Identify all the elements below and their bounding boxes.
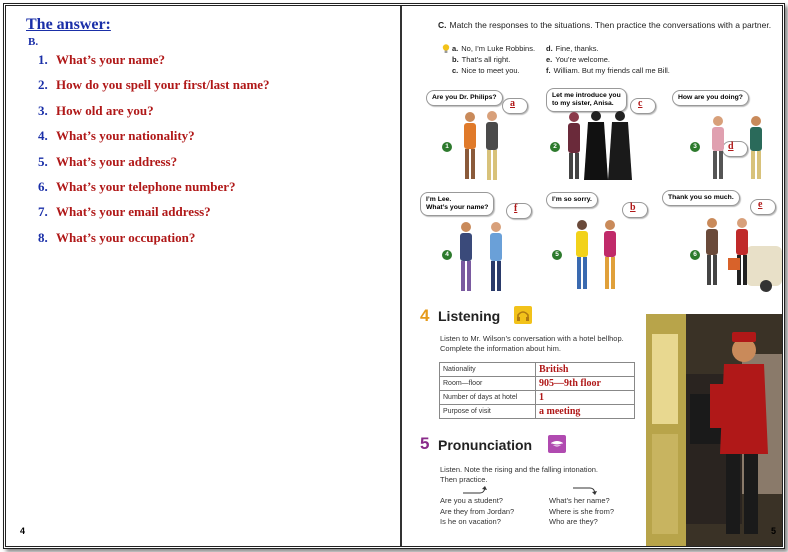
- answer-letter-3: d: [728, 141, 734, 152]
- question-list: [38, 50, 270, 253]
- speech-bubble-6: Thank you so much.: [662, 190, 740, 206]
- response-d: d. Fine, thanks.: [546, 44, 599, 53]
- people-illustration-4: [452, 220, 512, 296]
- pronunciation-title: Pronunciation: [438, 437, 533, 453]
- rising-arrow-icon: [462, 485, 488, 495]
- response-c: c. Nice to meet you.: [452, 66, 520, 75]
- table-row: Nationality British: [440, 363, 635, 377]
- answer-title: The answer:: [26, 16, 111, 33]
- people-illustration-3: [706, 114, 778, 184]
- pronunciation-section-number: 5: [420, 434, 430, 453]
- question-item: 4. What’s your nationality?: [38, 128, 195, 144]
- scene-number-1: 1: [442, 142, 452, 152]
- table-row: Room—floor 905—9th floor: [440, 377, 635, 391]
- response-e: e. You’re welcome.: [546, 55, 611, 64]
- speech-bubble-5: I’m so sorry.: [546, 192, 598, 208]
- answer-letter-4: f: [514, 203, 518, 214]
- answer-section-label: B.: [28, 36, 39, 48]
- question-item: 7. What’s your email address?: [38, 204, 211, 220]
- table-row: Purpose of visit a meeting: [440, 405, 635, 419]
- answer-letter-2: c: [638, 98, 643, 109]
- scene-number-4: 4: [442, 250, 452, 260]
- listening-info-table: [439, 362, 635, 419]
- page-number-right: 5: [771, 526, 777, 536]
- page-number-left: 4: [20, 526, 26, 536]
- page-divider: [400, 6, 402, 546]
- scene-number-5: 5: [552, 250, 562, 260]
- falling-arrow-icon: [572, 485, 598, 495]
- speech-bubble-3: How are you doing?: [672, 90, 749, 106]
- scene-number-2: 2: [550, 142, 560, 152]
- listening-title: Listening: [438, 308, 501, 324]
- rising-intonation-list: Are you a student? Are they from Jordan? Is he on vacation?: [440, 496, 515, 526]
- question-item: 1. What’s your name?: [38, 52, 166, 67]
- question-item: 3. How old are you?: [38, 102, 154, 118]
- speech-bubble-2: Let me introduce you to my sister, Anisa.: [546, 88, 627, 112]
- book-spread: [3, 3, 785, 549]
- headphones-icon: [514, 306, 532, 324]
- question-item: 2. How do you spell your first/last name?: [38, 77, 270, 93]
- falling-intonation-list: What’s her name? Where is she from? Who are they?: [549, 496, 615, 526]
- question-item: 5. What’s your address?: [38, 153, 178, 169]
- people-illustration-5: [566, 218, 636, 294]
- response-f: f. William. But my friends call me Bill.: [546, 66, 670, 75]
- exercise-c-instruction: C. Match the responses to the situations. Then practice the conversations with a partner.: [438, 20, 772, 30]
- listening-instruction: Listen to Mr. Wilson’s conversation with a hotel bellhop. Complete the information about him.: [440, 334, 624, 353]
- speech-bubble-4: I’m Lee. What’s your name?: [420, 192, 494, 216]
- people-illustration-1: [452, 110, 512, 184]
- pronunciation-instruction: Listen. Note the rising and the falling intonation. Then practice.: [440, 465, 599, 484]
- response-a: a. No, I’m Luke Robbins.: [452, 44, 536, 53]
- answer-letter-5: b: [630, 202, 636, 213]
- people-illustration-6: [696, 214, 782, 294]
- listening-section-number: 4: [420, 306, 430, 325]
- answer-letter-1: a: [510, 98, 515, 109]
- question-item: 8. What’s your occupation?: [38, 229, 196, 245]
- answer-letter-6: e: [758, 199, 763, 210]
- scene-number-3: 3: [690, 142, 700, 152]
- bellhop-photo: [646, 314, 782, 546]
- mouth-icon: [548, 435, 566, 453]
- people-illustration-2: [564, 110, 636, 184]
- answer-bubble-4: [506, 203, 532, 219]
- response-b: b. That’s all right.: [452, 55, 511, 64]
- speech-bubble-1: Are you Dr. Philips?: [426, 90, 503, 106]
- table-row: Number of days at hotel 1: [440, 391, 635, 405]
- answer-bubble-6: [750, 199, 776, 215]
- scene-number-6: 6: [690, 250, 700, 260]
- lightbulb-icon: [442, 44, 450, 54]
- question-item: 6. What’s your telephone number?: [38, 178, 236, 194]
